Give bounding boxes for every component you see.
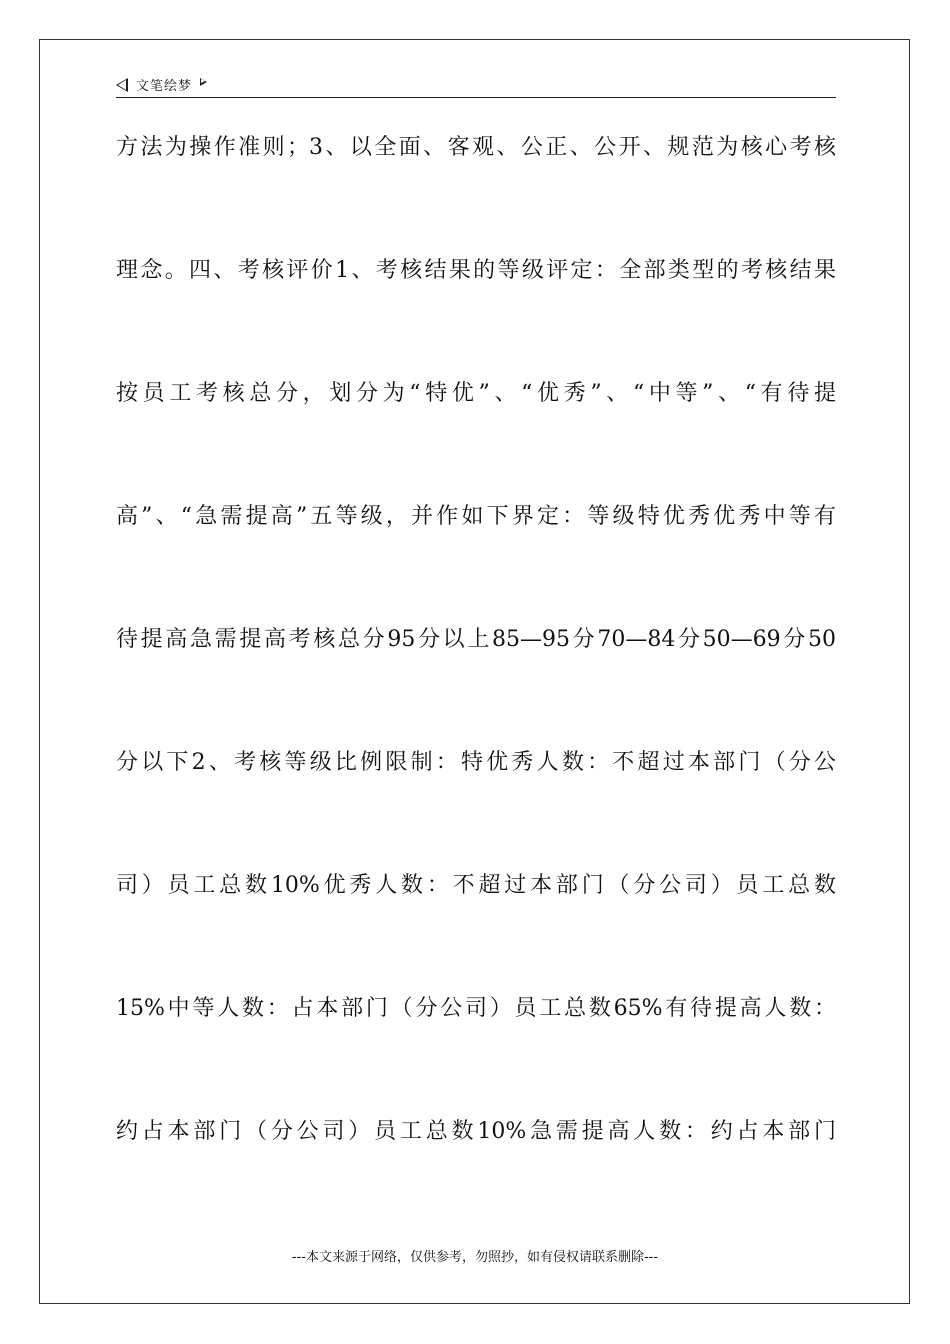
triangle-right-icon	[200, 78, 207, 86]
body-line: 分以下2、考核等级比例限制：特优秀人数：不超过本部门（分公	[116, 750, 836, 775]
document-body	[116, 128, 836, 1235]
body-line: 理念。四、考核评价1、考核结果的等级评定：全部类型的考核结果	[116, 258, 836, 283]
body-line: 方法为操作准则；3、以全面、客观、公正、公开、规范为核心考核	[116, 135, 836, 160]
triangle-left-icon	[116, 78, 128, 92]
footer-disclaimer: ---本文来源于网络，仅供参考，勿照抄，如有侵权请联系删除---	[291, 1250, 659, 1265]
body-line: 待提高急需提高考核总分95分以上85—95分70—84分50—69分50	[116, 627, 836, 652]
page-header	[116, 72, 836, 98]
body-line: 按员工考核总分，划分为“特优”、“优秀”、“中等”、“有待提	[116, 381, 836, 406]
body-line: 司）员工总数10%优秀人数：不超过本部门（分公司）员工总数	[116, 873, 836, 898]
body-line: 15%中等人数：占本部门（分公司）员工总数65%有待提高人数：	[116, 996, 836, 1021]
header-title: 文笔绘梦	[136, 79, 193, 94]
body-line: 高”、“急需提高”五等级，并作如下界定：等级特优秀优秀中等有	[116, 504, 836, 529]
body-line: 约占本部门（分公司）员工总数10%急需提高人数：约占本部门	[116, 1119, 836, 1144]
